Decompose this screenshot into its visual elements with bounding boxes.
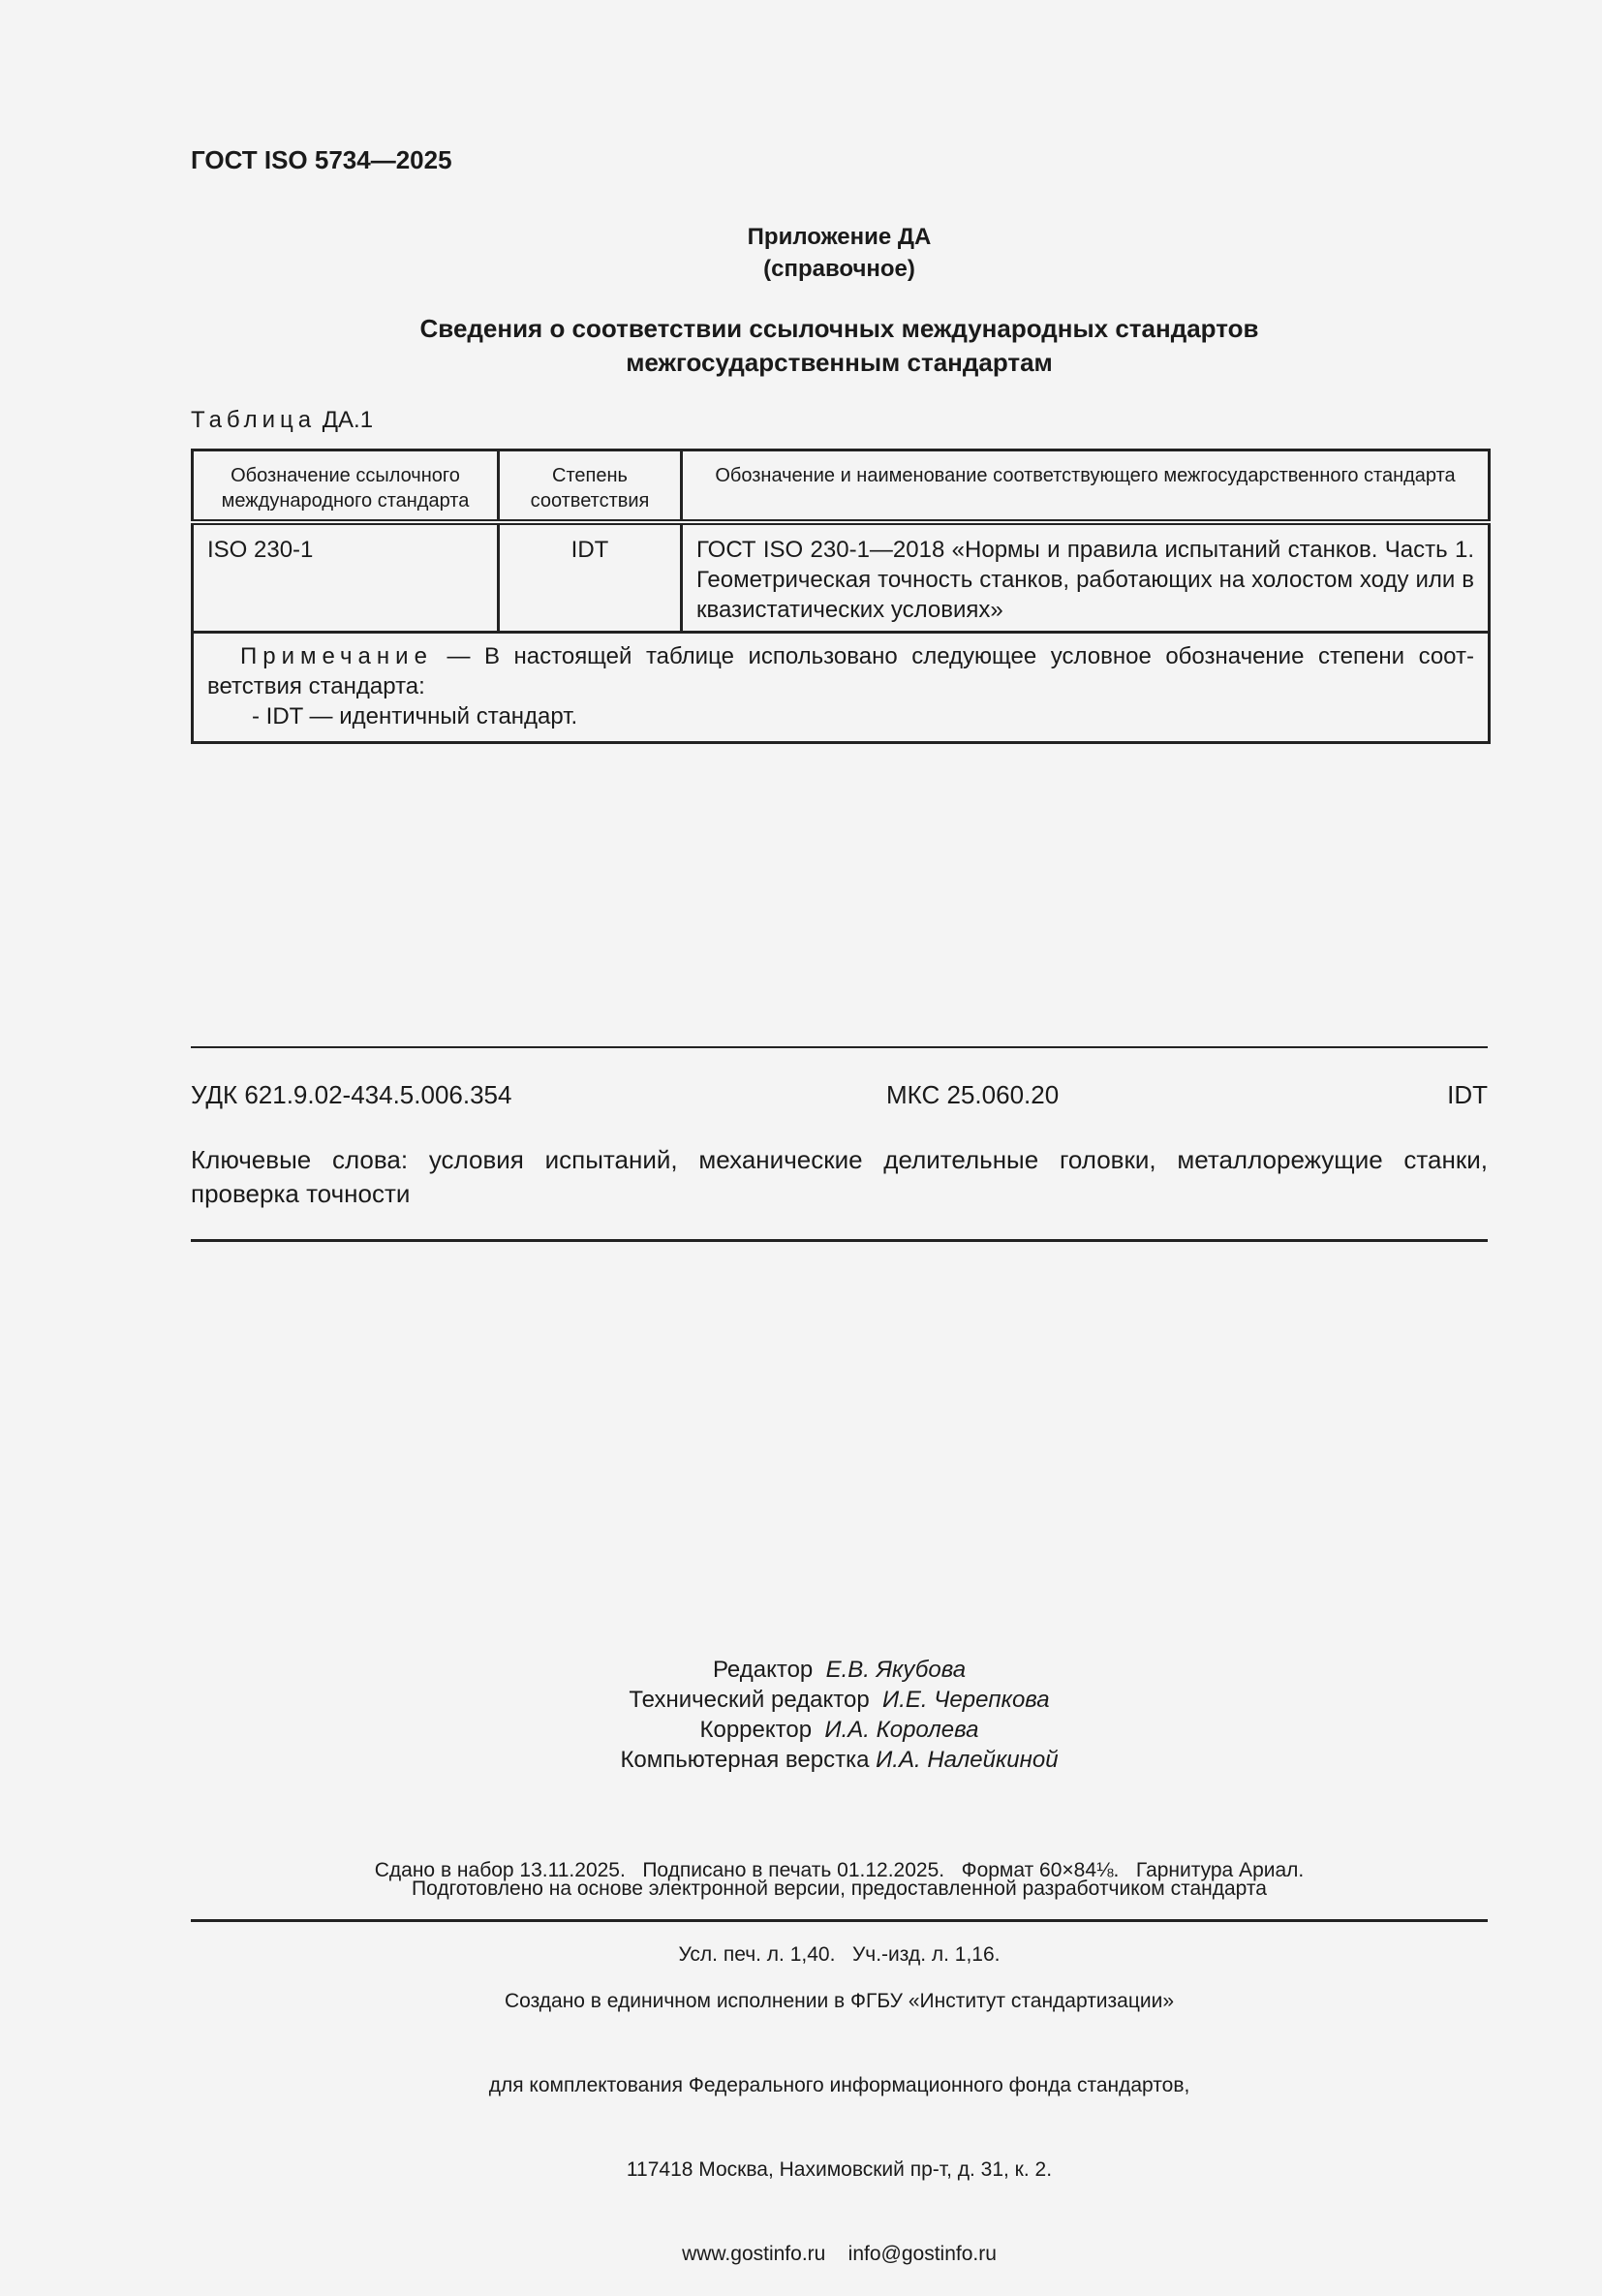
annex-title [191, 221, 1488, 285]
credit-editor [191, 1655, 1488, 1685]
created-line3: 117418 Москва, Нахимовский пр-т, д. 31, к. 2. [626, 2158, 1053, 2181]
created-line4: www.gostinfo.ru info@gostinfo.ru [682, 2243, 997, 2265]
created-line1: Создано в единичном исполнении в ФГБУ «Институт стандартизации» [504, 1990, 1175, 2012]
credit-proofreader [191, 1715, 1488, 1745]
credit-tech-editor-label: Технический редактор [629, 1687, 870, 1713]
mks-code: МКС 25.060.20 [886, 1080, 1060, 1109]
column-header-reference: Обозначение ссылочного международного стандарта [193, 450, 499, 523]
publication-line2: Усл. печ. л. 1,40. Уч.-изд. л. 1,16. [678, 1943, 1001, 1966]
credit-tech-editor [191, 1685, 1488, 1715]
annex-heading-line1: Сведения о соответствии ссылочных международных стандартов [419, 314, 1259, 343]
table-caption [191, 407, 373, 434]
divider-bottom [191, 1919, 1488, 1922]
annex-status: (справочное) [763, 256, 915, 282]
column-header-gost: Обозначение и наименование соответствующего межгосударственного стандарта [682, 450, 1490, 523]
column-header-degree: Степень соответствия [499, 450, 682, 523]
credit-layout [191, 1745, 1488, 1775]
note-label: Примечание [240, 643, 433, 669]
credit-layout-label: Компьютерная верстка [620, 1747, 870, 1773]
table-row [193, 522, 1490, 633]
prepared-note: Подготовлено на основе электронной версии, предоставленной разработчиком стандарта [412, 1877, 1267, 1900]
annex-label: Приложение ДА [747, 224, 932, 250]
note-item: - IDT — идентичный стандарт. [252, 703, 578, 729]
publication-line1: Сдано в набор 13.11.2025. Подписано в печать 01.12.2025. Формат 60×84⅛. Гарнитура Ариал. [374, 1859, 1305, 1881]
table-note-row [193, 633, 1490, 743]
standard-number: ГОСТ ISO 5734—2025 [191, 145, 452, 174]
table-header-row [193, 450, 1490, 523]
cell-gost-standard: ГОСТ ISO 230-1—2018 «Нормы и правила испытаний станков. Часть 1. Геометрическая точность станков, работающих на холостом ходу или в квазистатических условиях» [682, 522, 1490, 633]
table-caption-word: Таблица [191, 407, 317, 433]
keywords: Ключевые слова: условия испытаний, механические делительные головки, металлорежущие станки, проверка точности [191, 1145, 1488, 1208]
divider-keywords [191, 1239, 1488, 1242]
cell-reference-standard: ISO 230-1 [193, 522, 499, 633]
correspondence-table [191, 449, 1491, 744]
created-line2: для комплектования Федерального информационного фонда стандартов, [488, 2074, 1190, 2096]
note-text: — В настоящей таблице использовано следующее условное обозначение степени соот-ветствия стандарта: [207, 643, 1474, 699]
udk-code: УДК 621.9.02-434.5.006.354 [191, 1080, 512, 1109]
credit-tech-editor-name: И.Е. Черепкова [882, 1687, 1050, 1713]
cell-degree: IDT [499, 522, 682, 633]
credit-proofreader-name: И.А. Королева [824, 1717, 979, 1743]
table-caption-number: ДА.1 [322, 407, 374, 433]
created-info [191, 1931, 1488, 2296]
divider-top [191, 1046, 1488, 1048]
credit-editor-label: Редактор [712, 1657, 814, 1683]
annex-heading-line2: межгосударственным стандартам [626, 348, 1053, 377]
degree-code: IDT [1447, 1080, 1488, 1109]
table-note [193, 633, 1490, 743]
credits-block [191, 1655, 1488, 1775]
credit-layout-name: И.А. Налейкиной [876, 1747, 1059, 1773]
credit-editor-name: Е.В. Якубова [825, 1657, 967, 1683]
credit-proofreader-label: Корректор [699, 1717, 813, 1743]
annex-heading [191, 312, 1488, 380]
